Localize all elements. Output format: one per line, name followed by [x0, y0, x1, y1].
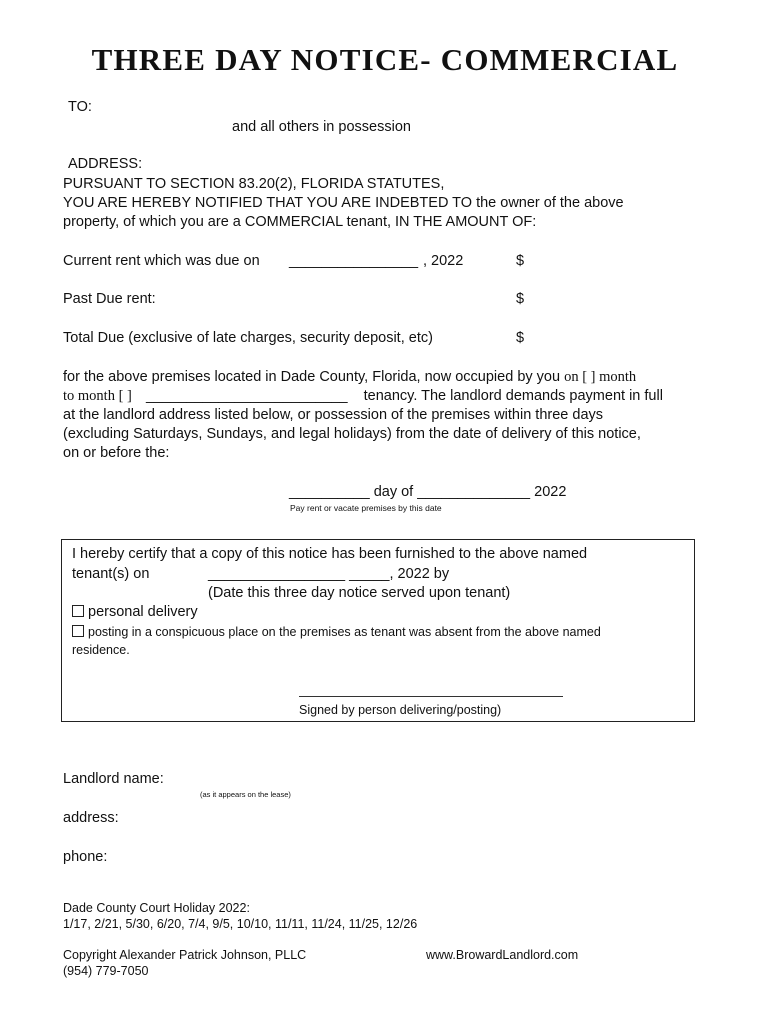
month-to-month-option-cont: to month [ ] [63, 388, 132, 404]
premises-line-1 [63, 368, 636, 387]
address-label: ADDRESS: [68, 156, 143, 172]
current-rent-date-blank: ________________ [289, 253, 419, 269]
copyright-text: Copyright Alexander Patrick Johnson, PLLC [63, 948, 307, 962]
tenancy-blank: _________________________ [145, 388, 348, 404]
past-due-label: Past Due rent: [63, 291, 156, 307]
certification-tenant-on: tenant(s) on [72, 566, 150, 582]
deadline-caption: Pay rent or vacate premises by this date [290, 503, 442, 513]
deadline-day-blank: __________ [289, 484, 370, 500]
premises-line-1-text: for the above premises located in Dade County, Florida, now occupied by you [63, 369, 561, 385]
posting-checkbox[interactable] [72, 625, 84, 637]
current-rent-dollar: $ [516, 253, 525, 269]
signature-line [299, 696, 563, 697]
certification-date-note: (Date this three day notice served upon tenant) [208, 585, 511, 601]
to-label: TO: [68, 99, 92, 115]
current-rent-label: Current rent which was due on [63, 253, 260, 269]
posting-option [72, 624, 601, 641]
current-rent-year: , 2022 [423, 253, 464, 269]
statute-line: PURSUANT TO SECTION 83.20(2), FLORIDA STATUTES, [63, 176, 445, 192]
premises-line-4: (excluding Saturdays, Sundays, and legal holidays) from the date of delivery of this notice, [63, 426, 641, 442]
deadline-day-of: day of [373, 484, 414, 500]
certification-line-1: I hereby certify that a copy of this notice has been furnished to the above named [72, 546, 588, 562]
others-in-possession-text: and all others in possession [232, 119, 411, 135]
premises-line-2-tail: tenancy. The landlord demands payment in full [363, 388, 663, 404]
premises-line-2 [63, 387, 663, 406]
footer-website: www.BrowardLandlord.com [426, 948, 579, 962]
footer-phone: (954) 779-7050 [63, 964, 149, 978]
premises-line-5: on or before the: [63, 445, 170, 461]
property-line: property, of which you are a COMMERCIAL tenant, IN THE AMOUNT OF: [63, 214, 537, 230]
landlord-name-label: Landlord name: [63, 771, 164, 787]
personal-delivery-option [72, 603, 198, 622]
holiday-heading: Dade County Court Holiday 2022: [63, 901, 250, 915]
posting-label-cont: residence. [72, 643, 130, 657]
deadline-line [289, 483, 566, 502]
certification-date-blank: _________________ _____, 2022 by [208, 566, 450, 582]
past-due-dollar: $ [516, 291, 525, 307]
posting-label: posting in a conspicuous place on the premises as tenant was absent from the above named [88, 625, 601, 639]
landlord-phone-label: phone: [63, 849, 108, 865]
personal-delivery-checkbox[interactable] [72, 605, 84, 617]
page-title: THREE DAY NOTICE- COMMERCIAL [91, 42, 679, 77]
deadline-month-blank: ______________ [417, 484, 531, 500]
holiday-dates: 1/17, 2/21, 5/30, 6/20, 7/4, 9/5, 10/10, 11/11, 11/24, 11/25, 12/26 [63, 917, 418, 931]
personal-delivery-label: personal delivery [88, 604, 198, 620]
month-to-month-option: on [ ] month [564, 369, 637, 385]
total-due-label: Total Due (exclusive of late charges, security deposit, etc) [63, 330, 433, 346]
deadline-year: 2022 [534, 484, 567, 500]
landlord-address-label: address: [63, 810, 119, 826]
premises-line-3: at the landlord address listed below, or possession of the premises within three days [63, 407, 604, 423]
landlord-name-note: (as it appears on the lease) [200, 790, 291, 799]
total-due-dollar: $ [516, 330, 525, 346]
indebted-line: YOU ARE HEREBY NOTIFIED THAT YOU ARE INDEBTED TO the owner of the above [63, 195, 624, 211]
signature-caption: Signed by person delivering/posting) [299, 703, 502, 717]
